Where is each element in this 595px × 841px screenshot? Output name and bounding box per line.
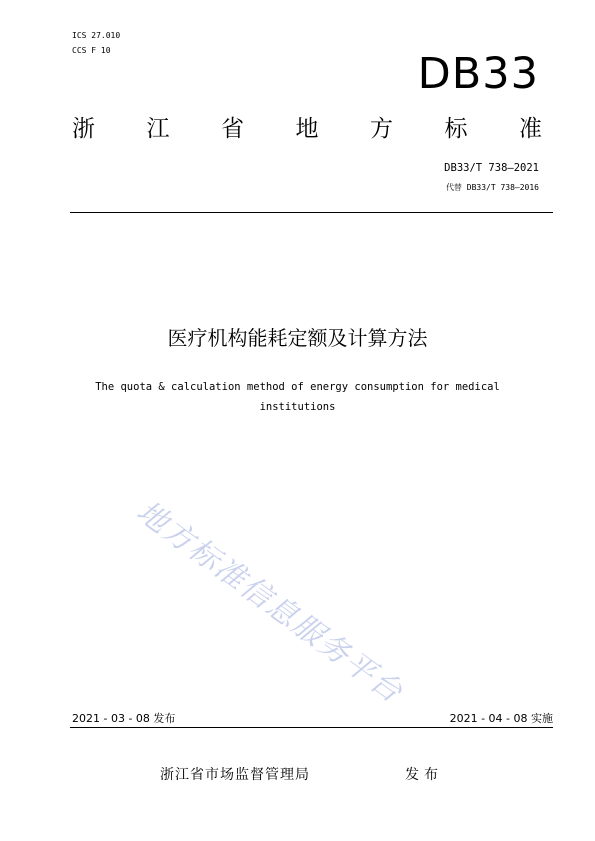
document-title: 医疗机构能耗定额及计算方法: [167, 326, 428, 350]
publish-label: 发布: [405, 767, 443, 783]
title-char: 浙: [72, 116, 95, 142]
implementation-date: 2021 - 04 - 08 实施: [449, 712, 553, 725]
bottom-divider: [70, 727, 553, 728]
title-char: 准: [519, 116, 542, 142]
top-divider: [70, 212, 553, 213]
title-char: 方: [370, 116, 393, 142]
replaces-standard: 代替 DB33/T 738—2016: [445, 183, 539, 192]
db-code: DB33: [417, 49, 539, 99]
province-standard-title: [72, 113, 542, 145]
title-char: 标: [444, 116, 468, 142]
ccs-code: CCS F 10: [72, 46, 111, 55]
title-char: 江: [146, 116, 170, 142]
watermark: 地方标准信息服务平台: [130, 494, 410, 711]
standard-number: DB33/T 738—2021: [444, 162, 539, 174]
issue-date: 2021 - 03 - 08 发布: [72, 712, 176, 725]
title-char: 省: [221, 116, 244, 142]
ics-code: ICS 27.010: [72, 31, 121, 40]
publisher: 浙江省市场监督管理局: [160, 767, 310, 783]
document-title-english: The quota & calculation method of energy consumption for medical institutions: [95, 381, 500, 413]
title-char: 地: [295, 116, 319, 142]
